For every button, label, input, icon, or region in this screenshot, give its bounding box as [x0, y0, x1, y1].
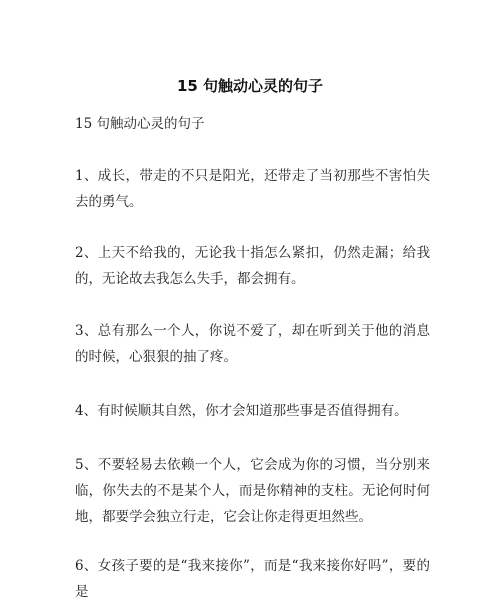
document-title: 15 句触动心灵的句子	[176, 77, 324, 95]
paragraph-5: 5、不要轻易去依赖一个人，它会成为你的习惯，当分别来临，你失去的不是某个人，而是你精神的支柱。无论何时何地，都要学会独立行走，它会让你走得更坦然些。	[75, 457, 430, 525]
document-subtitle: 15 句触动心灵的句子	[75, 116, 205, 132]
paragraph-1: 1、成长，带走的不只是阳光，还带走了当初那些不害怕失去的勇气。	[75, 168, 430, 210]
paragraph-4: 4、有时候顺其自然，你才会知道那些事是否值得拥有。	[75, 403, 408, 419]
paragraph-2: 2、上天不给我的，无论我十指怎么紧扣，仍然走漏；给我的，无论故去我怎么失手，都会拥有。	[75, 245, 430, 287]
paragraph-6: 6、女孩子要的是“我来接你”，而是“我来接你好吗”，要的是	[75, 558, 430, 600]
paragraph-3: 3、总有那么一个人，你说不爱了，却在听到关于他的消息的时候，心狠狠的抽了疼。	[75, 323, 430, 365]
